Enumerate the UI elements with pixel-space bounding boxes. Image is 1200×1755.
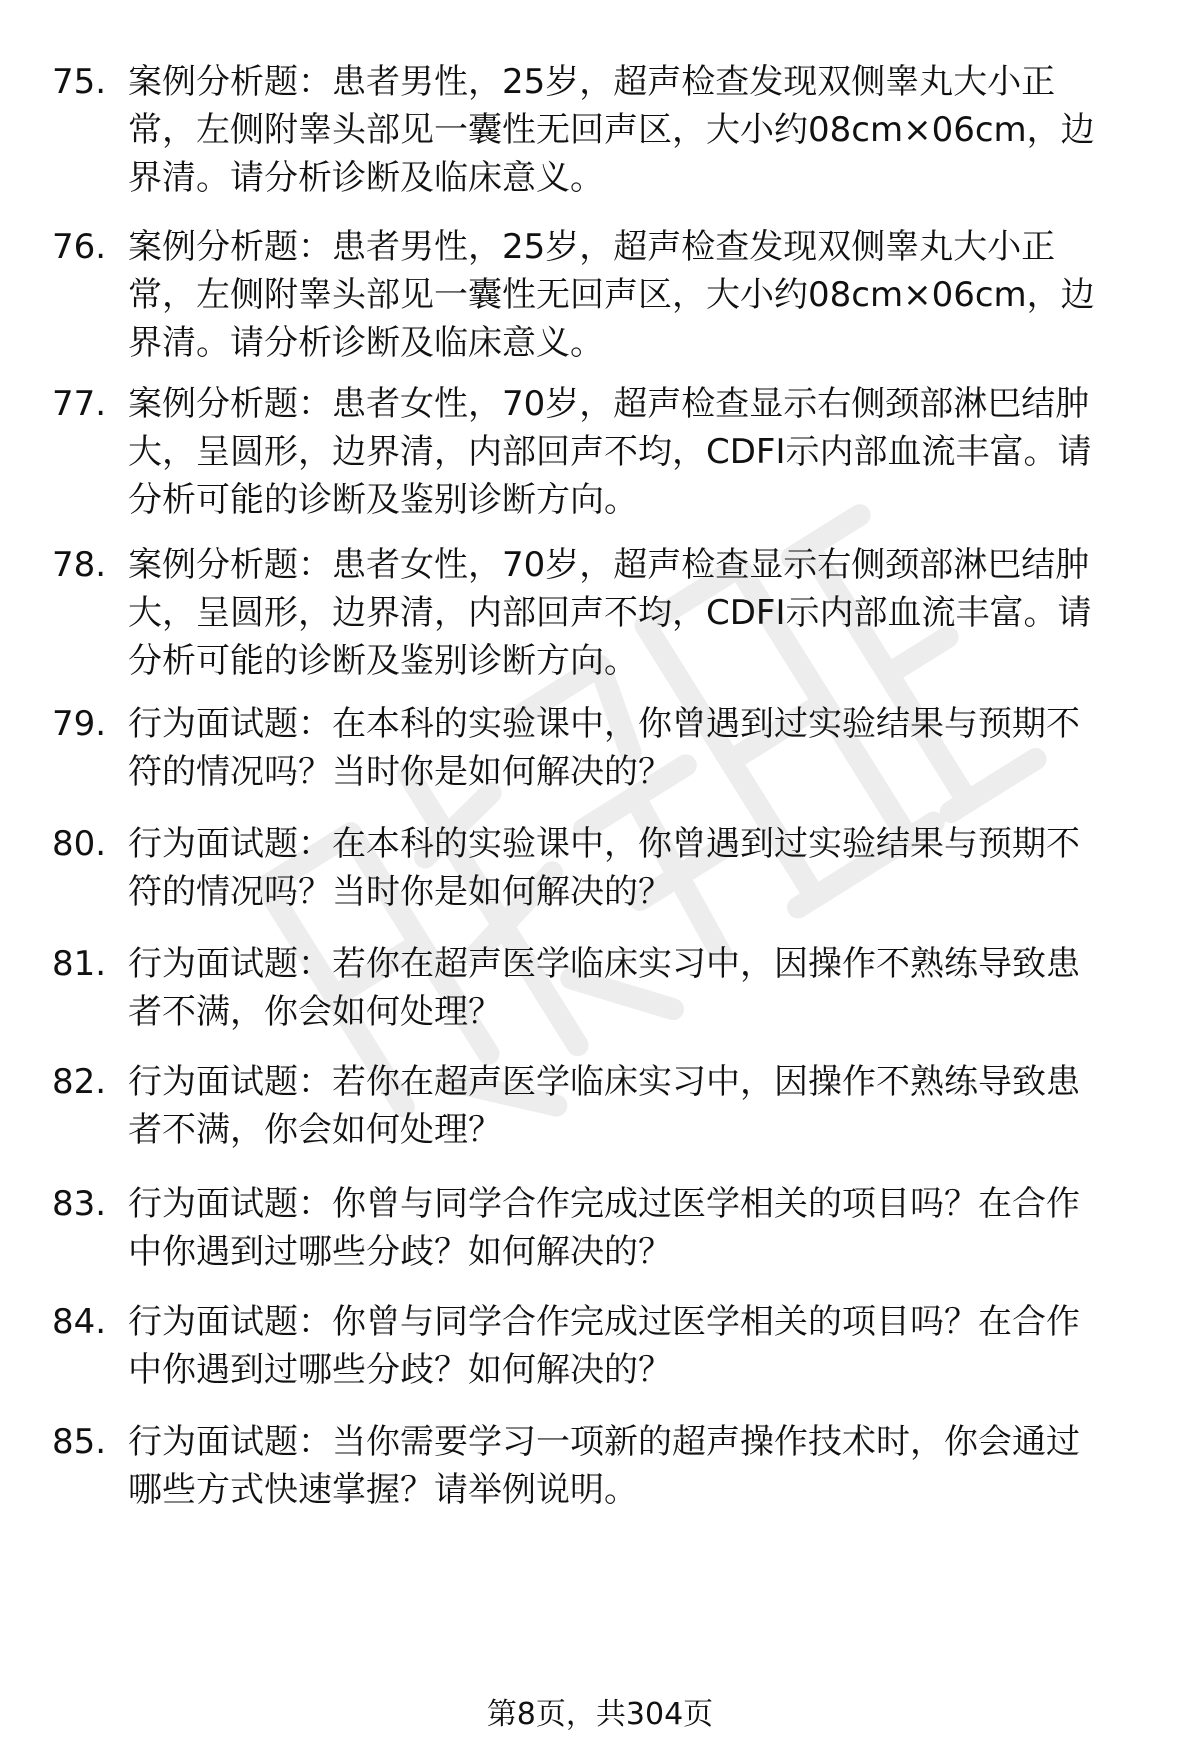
- question-number: 75.: [52, 62, 107, 102]
- question-number: 76.: [52, 227, 107, 267]
- question-number: 83.: [52, 1184, 107, 1224]
- question-text-line: 大，呈圆形，边界清，内部回声不均，CDFI示内部血流丰富。请: [128, 593, 1092, 633]
- question-text-line: 案例分析题：患者男性，25岁，超声检查发现双侧睾丸大小正: [128, 227, 1056, 267]
- question-number: 81.: [52, 944, 107, 984]
- question-text-line: 者不满，你会如何处理？: [128, 992, 502, 1032]
- question-text-line: 分析可能的诊断及鉴别诊断方向。: [128, 480, 638, 520]
- question-number: 77.: [52, 384, 107, 424]
- question-text-line: 案例分析题：患者女性，70岁，超声检查显示右侧颈部淋巴结肿: [128, 384, 1090, 424]
- question-number: 84.: [52, 1302, 107, 1342]
- question-text-line: 行为面试题：若你在超声医学临床实习中，因操作不熟练导致患: [128, 944, 1080, 984]
- question-number: 78.: [52, 545, 107, 585]
- question-text-line: 行为面试题：若你在超声医学临床实习中，因操作不熟练导致患: [128, 1062, 1080, 1102]
- question-text-line: 行为面试题：当你需要学习一项新的超声操作技术时，你会通过: [128, 1422, 1080, 1462]
- question-number: 82.: [52, 1062, 107, 1102]
- question-text-line: 大，呈圆形，边界清，内部回声不均，CDFI示内部血流丰富。请: [128, 432, 1092, 472]
- question-text-line: 者不满，你会如何处理？: [128, 1110, 502, 1150]
- question-number: 80.: [52, 824, 107, 864]
- question-text-line: 行为面试题：在本科的实验课中，你曾遇到过实验结果与预期不: [128, 824, 1080, 864]
- question-text-line: 案例分析题：患者女性，70岁，超声检查显示右侧颈部淋巴结肿: [128, 545, 1090, 585]
- question-text-line: 哪些方式快速掌握？请举例说明。: [128, 1470, 638, 1510]
- question-text-line: 行为面试题：你曾与同学合作完成过医学相关的项目吗？在合作: [128, 1184, 1080, 1224]
- question-text-line: 中你遇到过哪些分歧？如何解决的？: [128, 1232, 672, 1272]
- question-text-line: 行为面试题：你曾与同学合作完成过医学相关的项目吗？在合作: [128, 1302, 1080, 1342]
- question-text-line: 分析可能的诊断及鉴别诊断方向。: [128, 641, 638, 681]
- question-text-line: 界清。请分析诊断及临床意义。: [128, 323, 604, 363]
- question-text-line: 案例分析题：患者男性，25岁，超声检查发现双侧睾丸大小正: [128, 62, 1056, 102]
- page-number-footer: 第8页，共304页: [486, 1697, 714, 1732]
- question-text-line: 符的情况吗？当时你是如何解决的？: [128, 752, 672, 792]
- question-number: 85.: [52, 1422, 107, 1462]
- question-text-line: 界清。请分析诊断及临床意义。: [128, 158, 604, 198]
- question-text-line: 符的情况吗？当时你是如何解决的？: [128, 872, 672, 912]
- question-text-line: 常，左侧附睾头部见一囊性无回声区，大小约08cm×06cm，边: [128, 275, 1095, 315]
- question-text-line: 常，左侧附睾头部见一囊性无回声区，大小约08cm×06cm，边: [128, 110, 1095, 150]
- question-number: 79.: [52, 704, 107, 744]
- question-text-line: 行为面试题：在本科的实验课中，你曾遇到过实验结果与预期不: [128, 704, 1080, 744]
- question-text-line: 中你遇到过哪些分歧？如何解决的？: [128, 1350, 672, 1390]
